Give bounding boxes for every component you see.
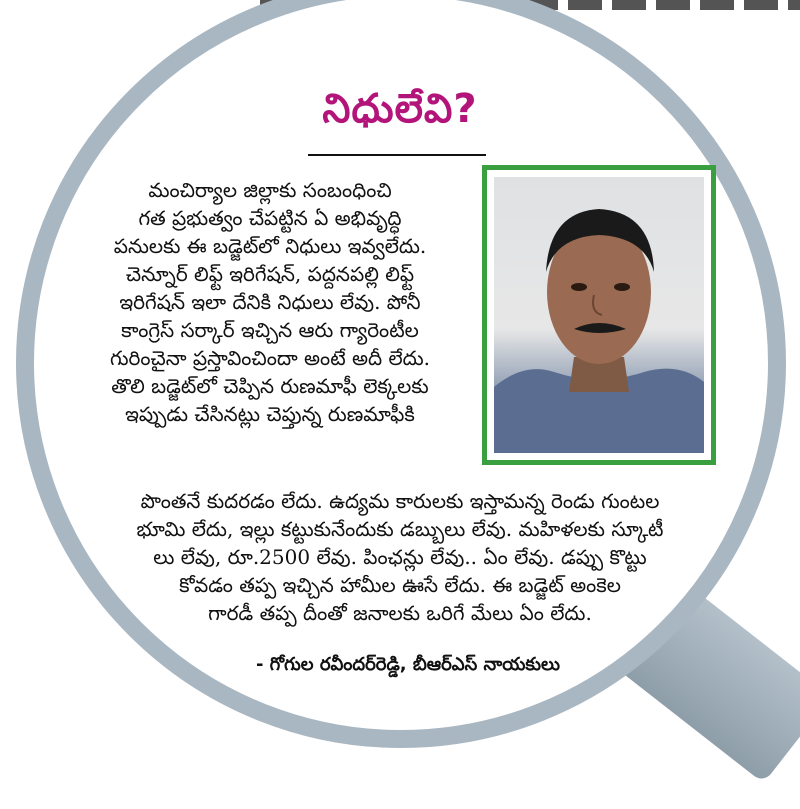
body-line: చెన్నూర్ లిఫ్ట్ ఇరిగేషన్, పద్దనపల్లి లిఫ్ట్ bbox=[125, 262, 415, 286]
body-line: గురించైనా ప్రస్తావించిందా అంటే అదీ లేదు. bbox=[109, 346, 431, 370]
article-body-full bbox=[60, 487, 740, 627]
portrait-illustration bbox=[494, 177, 704, 453]
body-line: కాంగ్రెస్ సర్కార్ ఇచ్చిన ఆరు గ్యారెంటీల bbox=[121, 318, 419, 342]
body-line: తొలి బడ్జెట్‌లో చెప్పిన రుణమాఫీ లెక్కలకు bbox=[111, 374, 429, 398]
body-line: గారడీ తప్ప దీంతో జనాలకు ఒరిగే మేలు ఏం లేదు. bbox=[208, 601, 592, 625]
body-line: లు లేవు, రూ.2500 లేవు. పింఛన్లు లేవు.. ఏం లేవు. డప్పు కొట్టు bbox=[153, 545, 647, 569]
headline: నిధులేవి? bbox=[322, 86, 478, 132]
article-body-left bbox=[60, 176, 480, 428]
body-line: భూమి లేదు, ఇల్లు కట్టుకునేందుకు డబ్బులు లేవు. మహిళలకు స్కూటీ bbox=[136, 517, 664, 541]
body-line: ఇరిగేషన్ ఇలా దేనికి నిధులు లేవు. పోనీ bbox=[119, 290, 421, 314]
photo-frame bbox=[482, 165, 716, 465]
headline-underline bbox=[308, 154, 486, 156]
body-line: పొంతనే కుదరడం లేదు. ఉద్యమ కారులకు ఇస్తామన్న రెండు గుంటల bbox=[140, 489, 660, 513]
body-line: పనులకు ఈ బడ్జెట్‌లో నిధులు ఇవ్వలేదు. bbox=[113, 234, 427, 258]
portrait-photo bbox=[494, 177, 704, 453]
body-line: కోవడం తప్ప ఇచ్చిన హామీల ఊసే లేదు. ఈ బడ్జెట్ అంకెల bbox=[179, 573, 621, 597]
body-line: గత ప్రభుత్వం చేపట్టిన ఏ అభివృద్ధి bbox=[138, 206, 402, 230]
body-line: ఇప్పుడు చేసినట్లు చెప్తున్న రుణమాఫీకి bbox=[125, 402, 415, 426]
body-line: మంచిర్యాల జిల్లాకు సంబంధించి bbox=[148, 178, 392, 202]
byline: - గోగుల రవీందర్‌రెడ్డి, బీఆర్‌ఎస్ నాయకులు bbox=[256, 654, 560, 675]
